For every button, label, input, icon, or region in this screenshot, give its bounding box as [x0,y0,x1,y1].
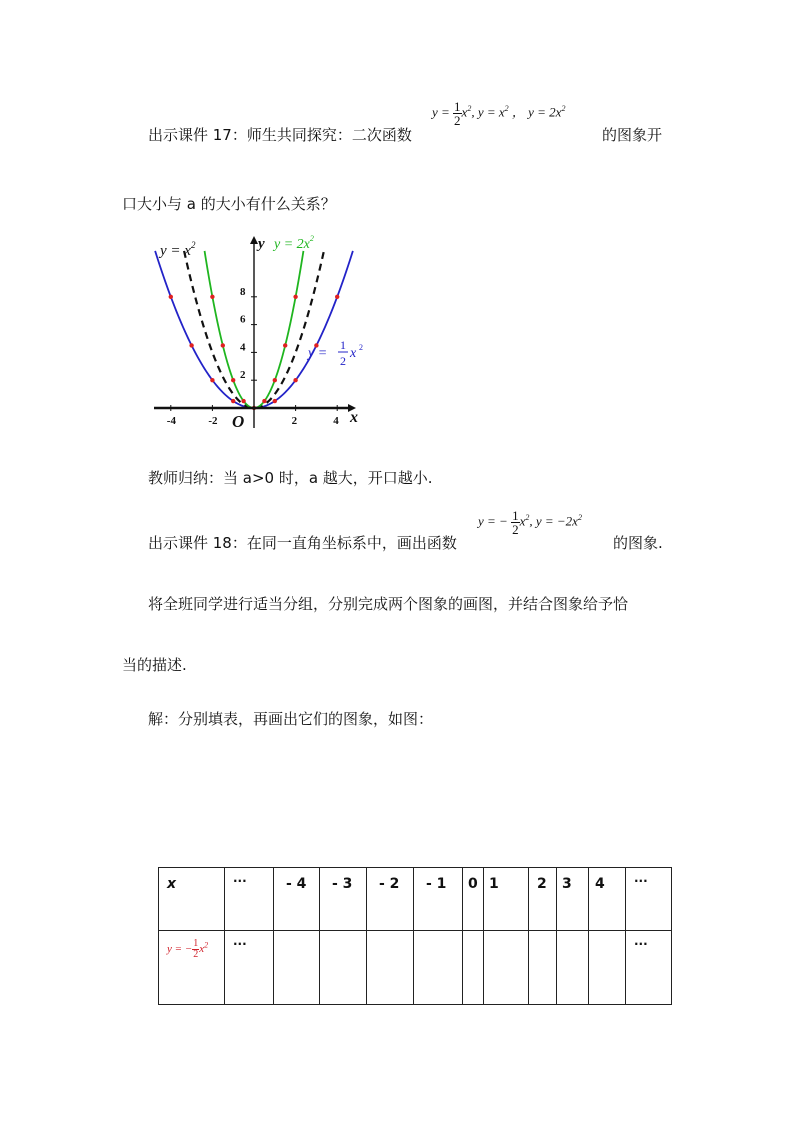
data-point [283,343,287,347]
data-point [293,378,297,382]
table-cell: - 4 [286,876,307,892]
table-header-function: y = − $\frac{1}{2}$ $x^2$ [167,938,209,960]
paragraph-2: 教师归纳：当 a>0 时，a 越大，开口越小. [148,469,433,487]
paragraph-3-suffix: 的图象. [613,534,663,552]
label-y-eq-2x2: $y = 2x^2$ [274,234,314,252]
table-cell: 2 [537,876,547,892]
data-point [231,378,235,382]
svg-text:2: 2 [340,354,346,368]
table-cell: - 2 [379,876,400,892]
y-tick-label: 8 [240,285,246,298]
parabola-graph [148,228,378,433]
paragraph-1-prefix: 出示课件 17：师生共同探究：二次函数 [148,126,412,144]
table-cell: - 3 [332,876,353,892]
svg-text:1: 1 [340,338,346,352]
table-cell: - 1 [426,876,447,892]
axis-x-label: x [350,409,358,426]
paragraph-1-continuation: 口大小与 a 的大小有什么关系？ [122,195,336,213]
y-tick-label: 6 [240,313,246,326]
data-point [210,378,214,382]
table-header-x: x [167,876,177,892]
label-y-eq-half-x2: y = [308,346,328,361]
origin-label: O [232,412,245,431]
value-table [158,867,672,1005]
data-point [169,295,173,299]
svg-text:2: 2 [359,343,363,352]
data-point [262,399,266,403]
formula-negative-functions: y = − $\frac{1}{2}$ $x^2$, $y = -2x^2$ [478,508,582,537]
data-point [293,295,297,299]
paragraph-1-suffix: 的图象开 [602,126,663,144]
table-cell: 0 [468,876,478,892]
data-point [273,399,277,403]
paragraph-5: 解：分别填表，再画出它们的图象，如图： [148,710,434,728]
table-row [159,931,672,1005]
y-tick-label: 4 [240,341,246,354]
paragraph-4-continuation: 当的描述. [122,656,187,674]
x-tick-label: -4 [166,415,176,427]
x-tick-label: 2 [291,415,298,427]
table-cell: 3 [562,876,572,892]
table-cell: 4 [595,876,605,892]
svg-text:x: x [350,346,357,361]
paragraph-4: 将全班同学进行适当分组，分别完成两个图象的画图，并结合图象给予恰 [148,595,629,613]
y-tick-label: 2 [240,369,246,382]
table-cell: ··· [233,874,247,888]
data-point [189,343,193,347]
axis-y-label: y [258,236,265,252]
y-axis-arrow [250,236,258,244]
data-point [241,399,245,403]
data-point [335,295,339,299]
x-tick-label: -2 [208,415,218,427]
data-point [221,343,225,347]
table-cell: ··· [634,874,648,888]
data-point [210,295,214,299]
data-point [231,399,235,403]
formula-three-functions: y = $\frac{1}{2}$ $x^2$, $y = x^2$ ， $y = 2x^2$ [432,99,566,128]
x-tick-label: 4 [333,415,339,427]
table-row [159,868,672,931]
table-cell: 1 [489,876,499,892]
table-cell: ··· [634,937,648,951]
table-cell: ··· [233,937,247,951]
label-y-eq-x2: $y = x^2$ [160,240,196,259]
data-point [273,378,277,382]
paragraph-3-prefix: 出示课件 18：在同一直角坐标系中，画出函数 [148,534,457,552]
